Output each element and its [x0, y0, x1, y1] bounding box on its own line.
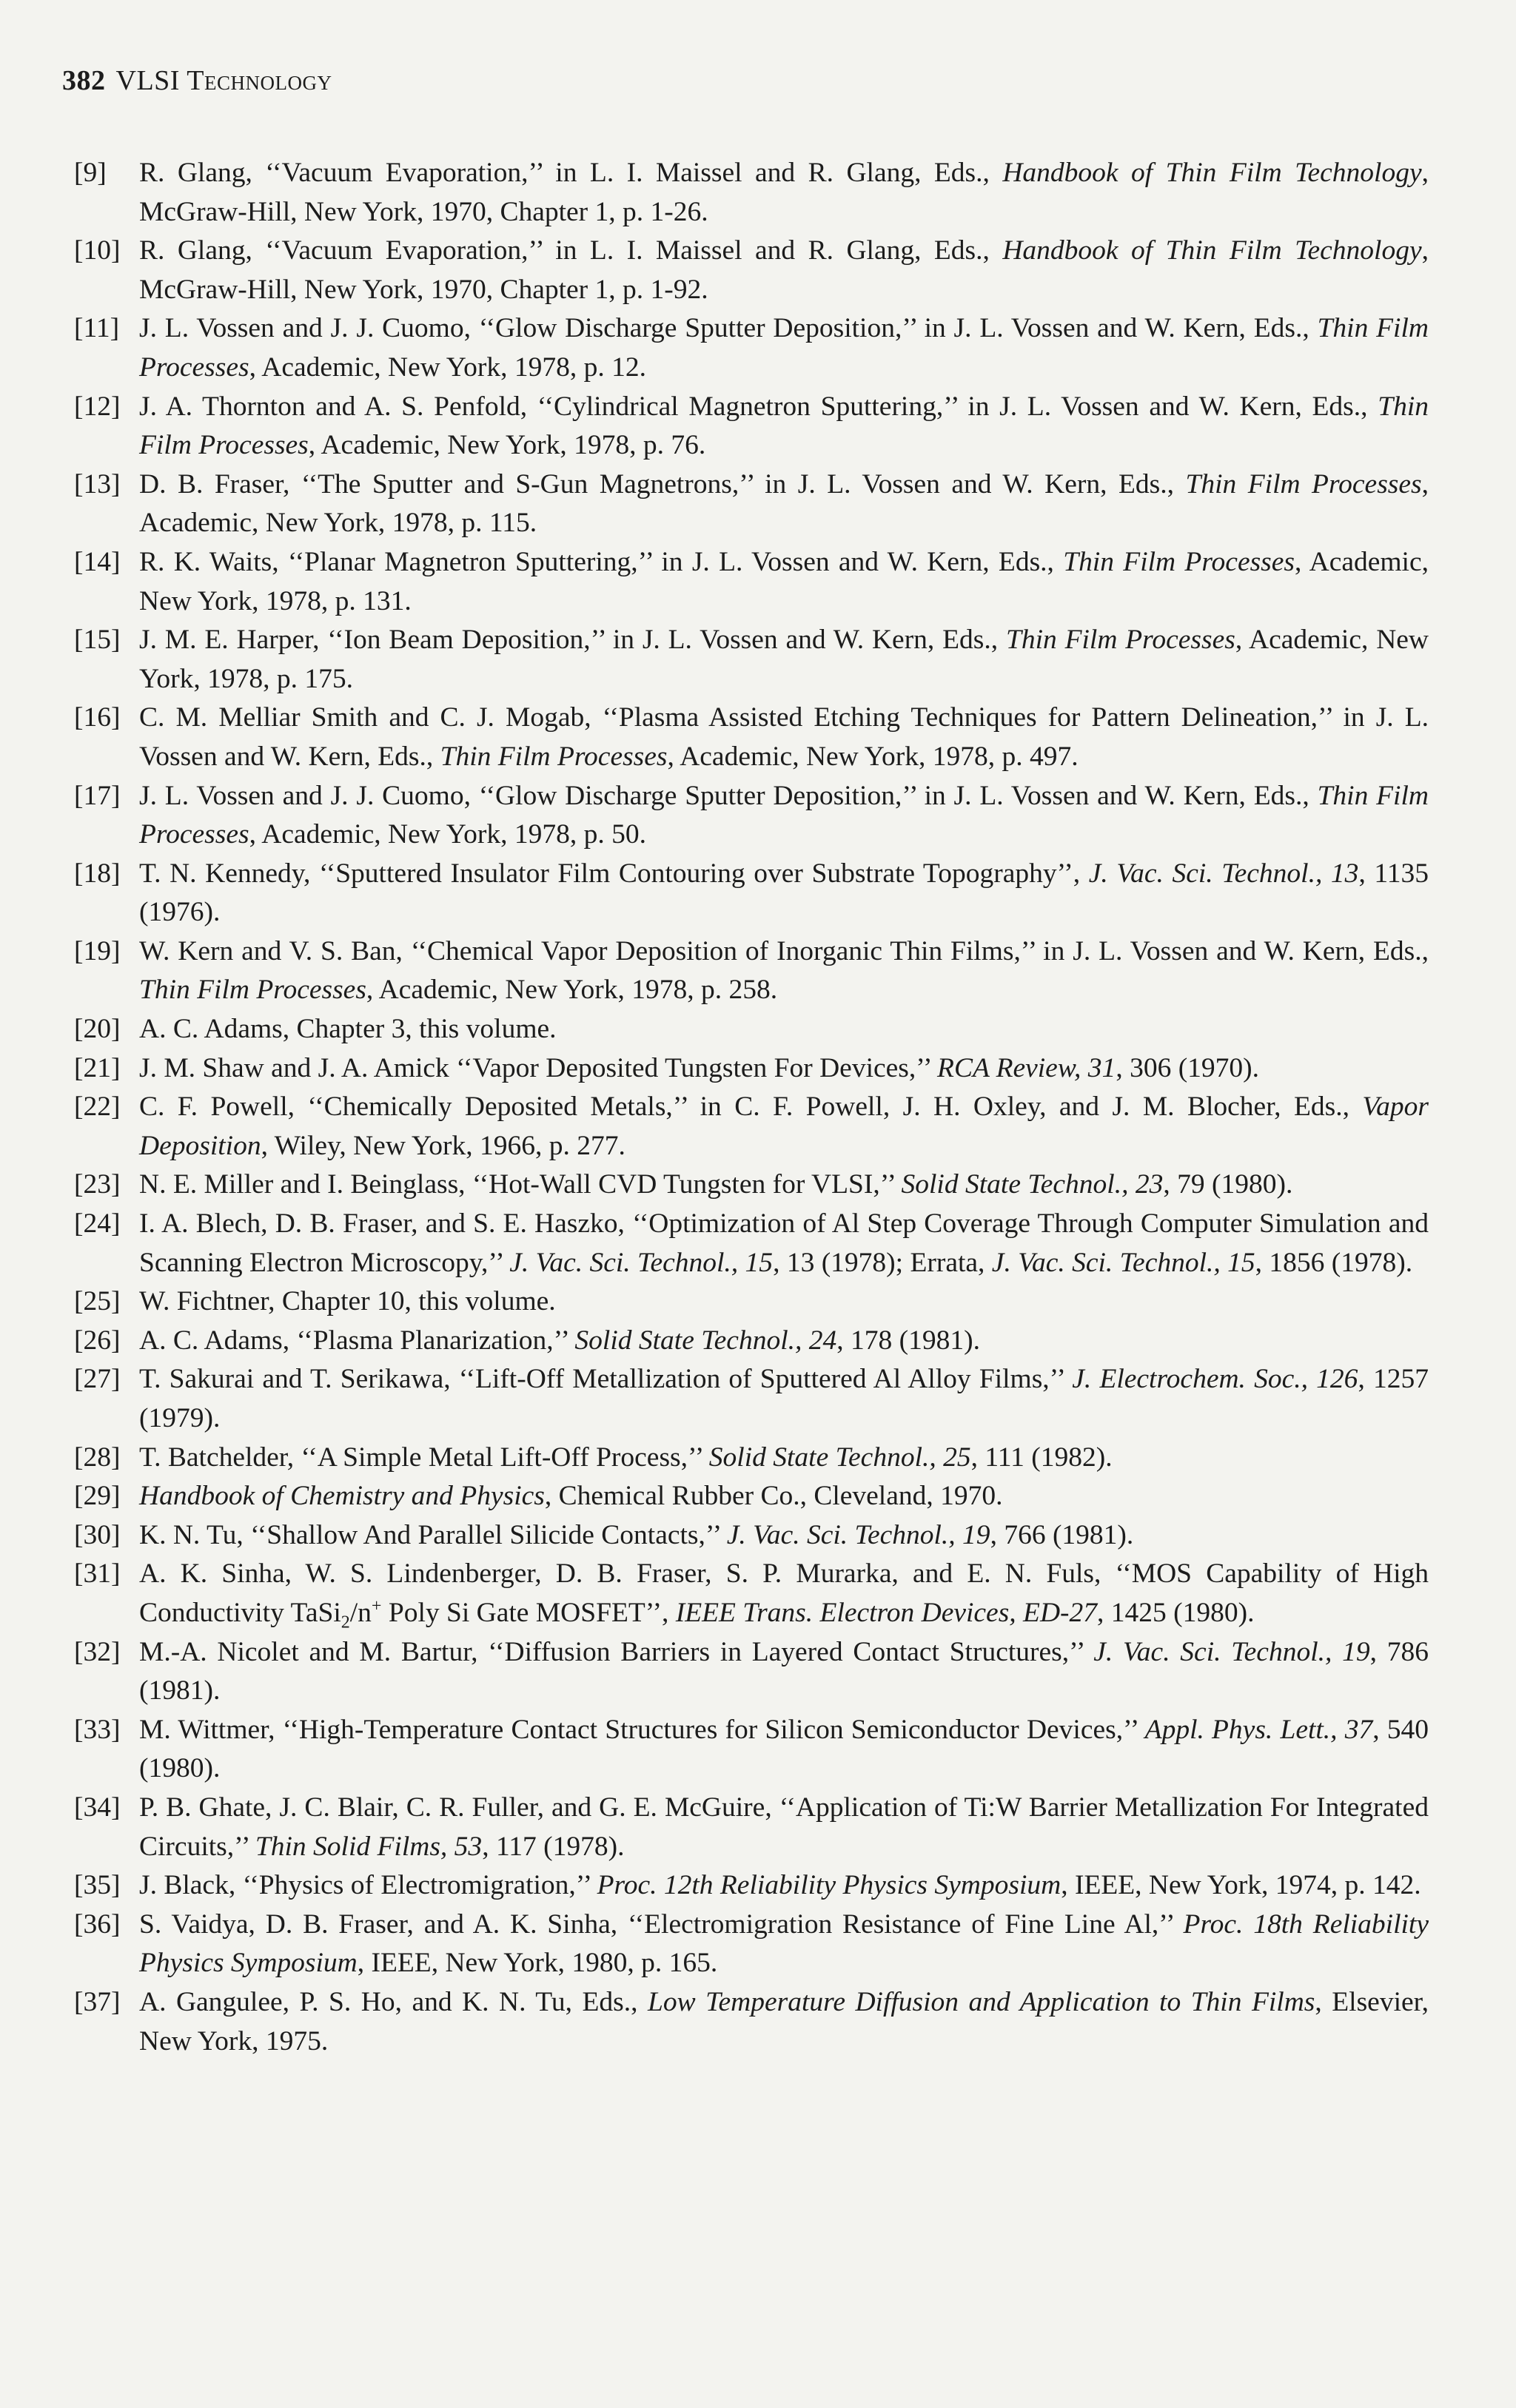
- reference-source-italic: J. Vac. Sci. Technol., 15: [991, 1247, 1255, 1278]
- reference-text: , 1425 (1980).: [1097, 1597, 1255, 1628]
- reference-number: [32]: [74, 1636, 121, 1667]
- reference-text: , 1135 (1976).: [139, 858, 1429, 928]
- reference-text: /n: [349, 1597, 372, 1628]
- reference-text: 2: [341, 1612, 350, 1632]
- reference-text: T. Batchelder, ‘‘A Simple Metal Lift-Off Process,’’: [139, 1442, 709, 1473]
- reference-source-italic: J. Electrochem. Soc., 126: [1072, 1364, 1358, 1395]
- reference-item: [74, 1633, 1429, 1711]
- reference-text: , 111 (1982).: [970, 1442, 1113, 1473]
- reference-item: [74, 232, 1429, 309]
- reference-source-italic: Thin Film Processes: [139, 391, 1429, 461]
- reference-text: , McGraw-Hill, New York, 1970, Chapter 1, p. 1-26.: [139, 158, 1429, 227]
- reference-text: Poly Si Gate MOSFET’’,: [381, 1597, 676, 1628]
- reference-item: [74, 1205, 1429, 1282]
- reference-source-italic: Thin Film Processes: [139, 780, 1429, 850]
- reference-text: R. Glang, ‘‘Vacuum Evaporation,’’ in L. I. Maissel and R. Glang, Eds.,: [139, 235, 1003, 266]
- running-head: [62, 64, 332, 98]
- reference-text: , IEEE, New York, 1980, p. 165.: [357, 1948, 718, 1979]
- reference-text: A. K. Sinha, W. S. Lindenberger, D. B. Fraser, S. P. Murarka, and E. N. Fuls, ‘‘MOS Capability of High Conductivity TaSi: [139, 1558, 1429, 1628]
- reference-text: , 178 (1981).: [836, 1325, 980, 1356]
- reference-number: [15]: [74, 625, 121, 656]
- reference-source-italic: Thin Solid Films, 53: [255, 1831, 483, 1862]
- reference-item: [74, 777, 1429, 855]
- reference-item: [74, 1789, 1429, 1866]
- reference-source-italic: J. Vac. Sci. Technol., 19: [726, 1519, 990, 1550]
- reference-number: [12]: [74, 391, 121, 422]
- reference-number: [10]: [74, 235, 121, 266]
- reference-number: [31]: [74, 1558, 121, 1590]
- reference-text: , 786 (1981).: [139, 1636, 1429, 1706]
- reference-source-italic: Solid State Technol., 23: [901, 1169, 1164, 1200]
- reference-text: , Academic, New York, 1978, p. 12.: [249, 352, 646, 383]
- reference-text: +: [371, 1596, 382, 1616]
- reference-text: P. B. Ghate, J. C. Blair, C. R. Fuller, and G. E. McGuire, ‘‘Application of Ti:W Barrier Metallization For Integrated Circuits,’’: [139, 1792, 1429, 1862]
- reference-number: [28]: [74, 1442, 121, 1473]
- reference-number: [11]: [74, 313, 120, 344]
- reference-text: R. K. Waits, ‘‘Planar Magnetron Sputtering,’’ in J. L. Vossen and W. Kern, Eds.,: [139, 546, 1064, 577]
- reference-source-italic: J. Vac. Sci. Technol., 15: [509, 1247, 774, 1278]
- reference-number: [24]: [74, 1208, 121, 1240]
- reference-number: [36]: [74, 1908, 121, 1940]
- reference-source-italic: Vapor Deposition: [139, 1092, 1429, 1161]
- reference-number: [18]: [74, 858, 121, 889]
- reference-text: W. Fichtner, Chapter 10, this volume.: [139, 1286, 556, 1317]
- reference-text: R. Glang, ‘‘Vacuum Evaporation,’’ in L. I. Maissel and R. Glang, Eds.,: [139, 158, 1003, 188]
- reference-text: , Wiley, New York, 1966, p. 277.: [261, 1130, 625, 1161]
- reference-text: M. Wittmer, ‘‘High-Temperature Contact Structures for Silicon Semiconductor Devices,’’: [139, 1714, 1145, 1745]
- reference-source-italic: Thin Film Processes: [139, 313, 1429, 383]
- reference-text: I. A. Blech, D. B. Fraser, and S. E. Haszko, ‘‘Optimization of Al Step Coverage Through Computer Simulation and Scanning Electron Microscopy,’’: [139, 1208, 1429, 1278]
- reference-item: [74, 465, 1429, 543]
- reference-item: [74, 1516, 1429, 1556]
- reference-text: J. L. Vossen and J. J. Cuomo, ‘‘Glow Discharge Sputter Deposition,’’ in J. L. Vossen and W. Kern, Eds.,: [139, 780, 1318, 811]
- reference-item: [74, 1983, 1429, 2061]
- reference-item: [74, 1360, 1429, 1438]
- reference-text: , Academic, New York, 1978, p. 131.: [139, 546, 1429, 616]
- reference-text: T. N. Kennedy, ‘‘Sputtered Insulator Film Contouring over Substrate Topography’’,: [139, 858, 1089, 889]
- reference-number: [14]: [74, 546, 121, 577]
- running-title: VLSI Technology: [115, 65, 332, 96]
- reference-number: [9]: [74, 158, 107, 188]
- reference-item: [74, 932, 1429, 1010]
- reference-item: [74, 1166, 1429, 1205]
- reference-text: , Academic, New York, 1978, p. 76.: [308, 430, 706, 461]
- reference-text: M.-A. Nicolet and M. Bartur, ‘‘Diffusion Barriers in Layered Contact Structures,’’: [139, 1636, 1094, 1667]
- reference-item: [74, 855, 1429, 932]
- reference-number: [30]: [74, 1519, 121, 1550]
- reference-number: [35]: [74, 1870, 121, 1901]
- reference-list: [74, 154, 1429, 2061]
- reference-number: [13]: [74, 468, 121, 500]
- reference-text: , McGraw-Hill, New York, 1970, Chapter 1, p. 1-92.: [139, 235, 1429, 305]
- reference-text: N. E. Miller and I. Beinglass, ‘‘Hot-Wall CVD Tungsten for VLSI,’’: [139, 1169, 902, 1200]
- reference-number: [22]: [74, 1092, 121, 1123]
- reference-item: [74, 1439, 1429, 1478]
- reference-source-italic: Thin Film Processes: [440, 741, 668, 772]
- reference-number: [19]: [74, 935, 121, 966]
- reference-text: A. C. Adams, ‘‘Plasma Planarization,’’: [139, 1325, 575, 1356]
- reference-number: [23]: [74, 1169, 121, 1200]
- reference-number: [33]: [74, 1714, 121, 1745]
- reference-number: [21]: [74, 1052, 121, 1083]
- reference-text: S. Vaidya, D. B. Fraser, and A. K. Sinha, ‘‘Electromigration Resistance of Fine Line Al,’’: [139, 1908, 1184, 1940]
- reference-item: [74, 154, 1429, 232]
- reference-source-italic: Proc. 12th Reliability Physics Symposium: [597, 1870, 1061, 1901]
- reference-item: [74, 1711, 1429, 1789]
- reference-text: J. A. Thornton and A. S. Penfold, ‘‘Cylindrical Magnetron Sputtering,’’ in J. L. Vossen and W. Kern, Eds.,: [139, 391, 1378, 422]
- reference-number: [20]: [74, 1014, 121, 1045]
- reference-item: [74, 309, 1429, 387]
- reference-text: A. C. Adams, Chapter 3, this volume.: [139, 1014, 557, 1045]
- reference-text: , Academic, New York, 1978, p. 175.: [139, 625, 1429, 694]
- reference-text: K. N. Tu, ‘‘Shallow And Parallel Silicide Contacts,’’: [139, 1519, 727, 1550]
- reference-item: [74, 1282, 1429, 1322]
- reference-number: [37]: [74, 1986, 121, 2017]
- reference-item: [74, 621, 1429, 699]
- reference-text: W. Kern and V. S. Ban, ‘‘Chemical Vapor Deposition of Inorganic Thin Films,’’ in J. L. Vossen and W. Kern, Eds.,: [139, 935, 1429, 966]
- reference-source-italic: Solid State Technol., 24: [574, 1325, 837, 1356]
- reference-text: J. M. Shaw and J. A. Amick ‘‘Vapor Deposited Tungsten For Devices,’’: [139, 1052, 938, 1083]
- reference-text: J. Black, ‘‘Physics of Electromigration,’’: [139, 1870, 597, 1901]
- reference-item: [74, 1477, 1429, 1516]
- reference-source-italic: Thin Film Processes: [1185, 468, 1422, 500]
- reference-text: J. L. Vossen and J. J. Cuomo, ‘‘Glow Discharge Sputter Deposition,’’ in J. L. Vossen and W. Kern, Eds.,: [139, 313, 1318, 344]
- reference-text: , 79 (1980).: [1163, 1169, 1293, 1200]
- reference-text: J. M. E. Harper, ‘‘Ion Beam Deposition,’’ in J. L. Vossen and W. Kern, Eds.,: [139, 625, 1006, 656]
- reference-number: [34]: [74, 1792, 121, 1823]
- reference-text: , Academic, New York, 1978, p. 258.: [366, 975, 778, 1006]
- reference-source-italic: IEEE Trans. Electron Devices, ED-27: [675, 1597, 1098, 1628]
- reference-item: [74, 1866, 1429, 1906]
- reference-source-italic: Handbook of Chemistry and Physics: [139, 1481, 545, 1512]
- reference-source-italic: Thin Film Processes: [1063, 546, 1295, 577]
- reference-number: [27]: [74, 1364, 121, 1395]
- reference-item: [74, 1049, 1429, 1089]
- page-number: 382: [62, 65, 106, 96]
- reference-number: [16]: [74, 702, 121, 733]
- reference-source-italic: Thin Film Processes: [139, 975, 366, 1006]
- reference-text: , IEEE, New York, 1974, p. 142.: [1061, 1870, 1421, 1901]
- reference-text: , Chemical Rubber Co., Cleveland, 1970.: [544, 1481, 1003, 1512]
- reference-text: , Academic, New York, 1978, p. 115.: [139, 468, 1429, 539]
- reference-text: , Elsevier, New York, 1975.: [139, 1986, 1429, 2056]
- reference-source-italic: Solid State Technol., 25: [708, 1442, 971, 1473]
- reference-text: D. B. Fraser, ‘‘The Sputter and S-Gun Magnetrons,’’ in J. L. Vossen and W. Kern, Eds.,: [139, 468, 1186, 500]
- reference-item: [74, 543, 1429, 621]
- reference-source-italic: Handbook of Thin Film Technology: [1002, 158, 1422, 188]
- reference-number: [25]: [74, 1286, 121, 1317]
- reference-number: [29]: [74, 1481, 121, 1512]
- reference-text: , 117 (1978).: [482, 1831, 625, 1862]
- reference-text: , 1257 (1979).: [139, 1364, 1429, 1433]
- reference-text: , 306 (1970).: [1116, 1052, 1260, 1083]
- reference-text: A. Gangulee, P. S. Ho, and K. N. Tu, Eds.,: [139, 1986, 648, 2017]
- reference-text: , Academic, New York, 1978, p. 497.: [667, 741, 1079, 772]
- reference-source-italic: Low Temperature Diffusion and Application to Thin Films: [647, 1986, 1315, 2017]
- reference-text: , 766 (1981).: [990, 1519, 1134, 1550]
- reference-text: , 13 (1978); Errata,: [773, 1247, 992, 1278]
- reference-number: [26]: [74, 1325, 121, 1356]
- reference-source-italic: Handbook of Thin Film Technology: [1002, 235, 1422, 266]
- reference-item: [74, 1088, 1429, 1166]
- reference-item: [74, 1906, 1429, 1983]
- reference-text: T. Sakurai and T. Serikawa, ‘‘Lift-Off Metallization of Sputtered Al Alloy Films,’’: [139, 1364, 1073, 1395]
- reference-text: , 540 (1980).: [139, 1714, 1429, 1784]
- reference-text: , Academic, New York, 1978, p. 50.: [249, 819, 646, 850]
- reference-item: [74, 1010, 1429, 1049]
- reference-text: C. F. Powell, ‘‘Chemically Deposited Metals,’’ in C. F. Powell, J. H. Oxley, and J. M. Blocher, Eds.,: [139, 1092, 1363, 1123]
- reference-source-italic: Appl. Phys. Lett., 37: [1144, 1714, 1373, 1745]
- reference-item: [74, 1555, 1429, 1632]
- reference-item: [74, 699, 1429, 776]
- reference-item: [74, 1322, 1429, 1361]
- reference-number: [17]: [74, 780, 121, 811]
- reference-text: , 1856 (1978).: [1255, 1247, 1413, 1278]
- reference-text: C. M. Melliar Smith and C. J. Mogab, ‘‘Plasma Assisted Etching Techniques for Pattern Delineation,’’ in J. L. Vossen and W. Kern, Eds.,: [139, 702, 1429, 772]
- reference-source-italic: Proc. 18th Reliability Physics Symposium: [139, 1908, 1429, 1979]
- reference-source-italic: RCA Review, 31: [937, 1052, 1116, 1083]
- reference-item: [74, 388, 1429, 465]
- reference-source-italic: J. Vac. Sci. Technol., 19: [1093, 1636, 1370, 1667]
- reference-source-italic: J. Vac. Sci. Technol., 13: [1088, 858, 1359, 889]
- reference-source-italic: Thin Film Processes: [1005, 625, 1235, 656]
